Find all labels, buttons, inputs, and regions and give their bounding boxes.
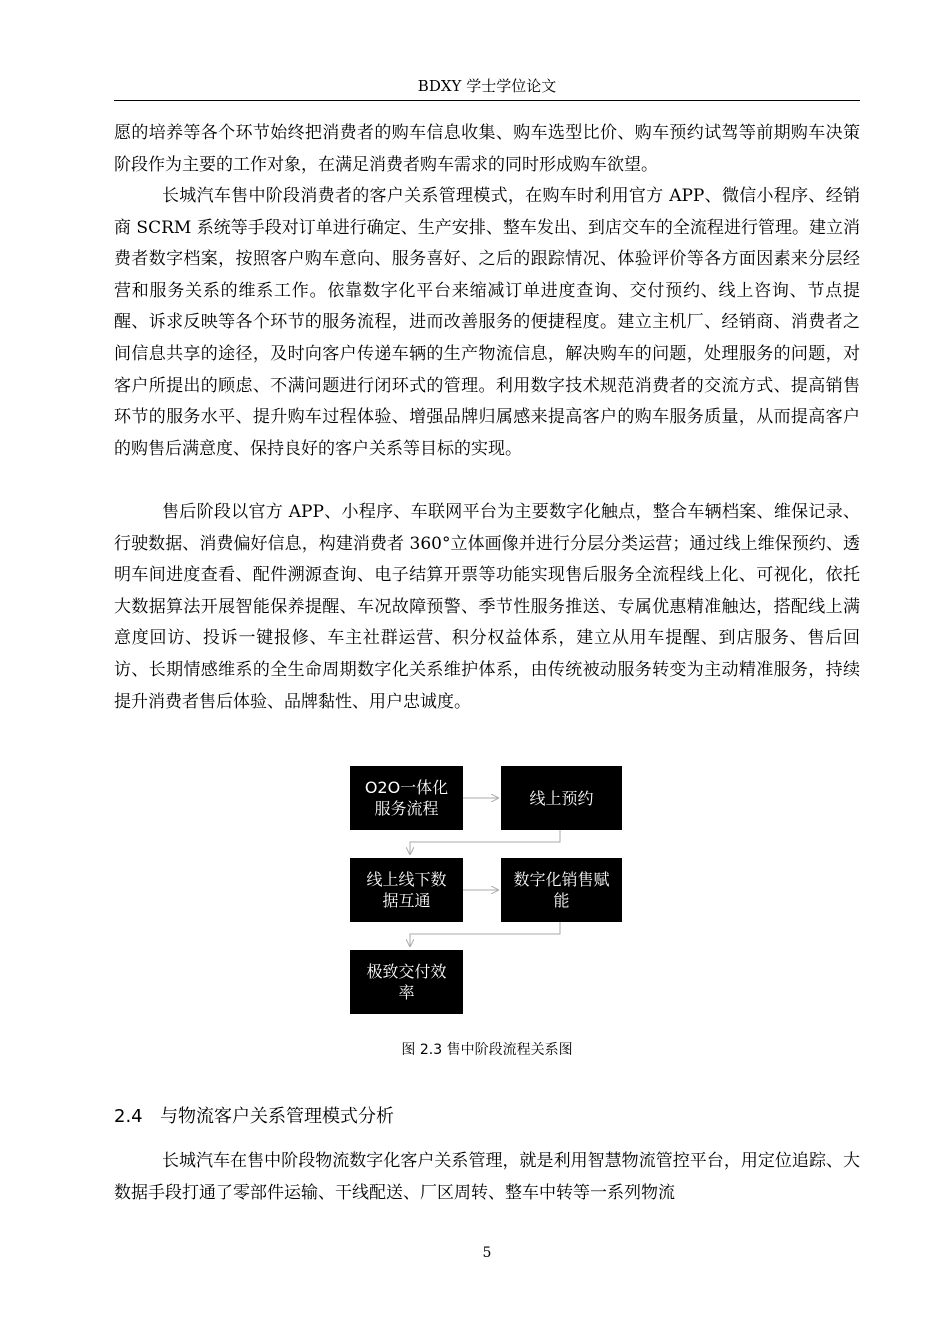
figure-caption: 图 2.3 售中阶段流程关系图	[401, 1042, 573, 1058]
header-rule	[114, 100, 860, 101]
arrow-n4-to-n5	[410, 922, 560, 946]
flow-node-delivery-efficiency: 极致交付效率	[350, 950, 463, 1014]
running-header: BDXY 学士学位论文	[417, 77, 557, 95]
flow-node-digital-sales: 数字化销售赋能	[501, 858, 622, 922]
page-number: 5	[482, 1245, 492, 1261]
arrow-n2-to-n3	[410, 830, 560, 854]
paragraph-logistics-crm: 长城汽车在售中阶段物流数字化客户关系管理，就是利用智慧物流管控平台，用定位追踪、大数据手段打通了零部件运输、干线配送、厂区周转、整车中转等一系列物流	[114, 1151, 860, 1203]
process-flow-diagram	[340, 760, 640, 1020]
paragraph-in-sale-crm: 长城汽车售中阶段消费者的客户关系管理模式，在购车时利用官方 APP、微信小程序、经销商 SCRM 系统等手段对订单进行确定、生产安排、整车发出、到店交车的全流程进行管理。建立消费者数字档案，按照客户购车意向、服务喜好、之后的跟踪情况、体验评价等各方面因素来分层经营和服务关系的维系工作。依靠数字化平台来缩减订单进度查询、交付预约、线上咨询、节点提醒、诉求反映等各个环节的服务流程，进而改善服务的便捷程度。建立主机厂、经销商、消费者之间信息共享的途径，及时向客户传递车辆的生产物流信息，解决购车的问题，处理服务的问题，对客户所提出的顾虑、不满问题进行闭环式的管理。利用数字技术规范消费者的交流方式、提高销售环节的服务水平、提升购车过程体验、增强品牌归属感来提高客户的购车服务质量，从而提高客户的购售后满意度、保持良好的客户关系等目标的实现。	[114, 186, 860, 459]
paragraph-after-sale-crm: 售后阶段以官方 APP、小程序、车联网平台为主要数字化触点，整合车辆档案、维保记录、行驶数据、消费偏好信息，构建消费者 360°立体画像并进行分层分类运营；通过线上维保预约、透明车间进度查看、配件溯源查询、电子结算开票等功能实现售后服务全流程线上化、可视化，依托大数据算法开展智能保养提醒、车况故障预警、季节性服务推送、专属优惠精准触达，搭配线上满意度回访、投诉一键报修、车主社群运营、积分权益体系，建立从用车提醒、到店服务、售后回访、长期情感维系的全生命周期数字化关系维护体系，由传统被动服务转变为主动精准服务，持续提升消费者售后体验、品牌黏性、用户忠诚度。	[114, 502, 860, 712]
flow-node-data-integration: 线上线下数据互通	[350, 858, 463, 922]
flow-node-online-booking: 线上预约	[501, 766, 622, 830]
flow-node-o2o-service: O2O一体化服务流程	[350, 766, 463, 830]
paragraph-intro-continuation: 愿的培养等各个环节始终把消费者的购车信息收集、购车选型比价、购车预约试驾等前期购车决策阶段作为主要的工作对象，在满足消费者购车需求的同时形成购车欲望。	[114, 123, 860, 175]
section-number: 2.4	[114, 1106, 143, 1127]
section-heading	[114, 1104, 394, 1130]
section-title: 与物流客户关系管理模式分析	[160, 1106, 394, 1127]
